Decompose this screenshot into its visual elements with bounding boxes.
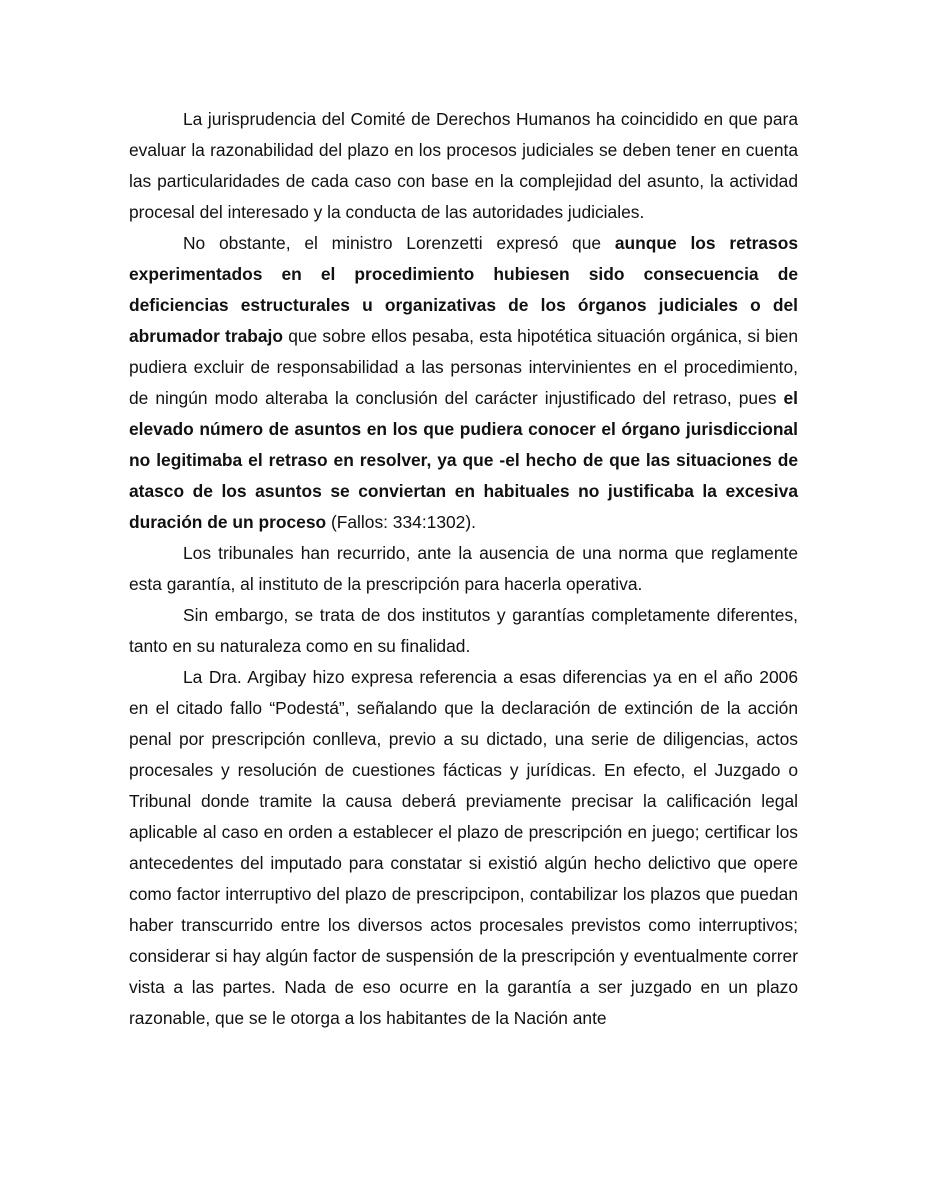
paragraph-argibay <box>129 662 798 1034</box>
paragraph-sin-embargo <box>129 600 798 662</box>
paragraph-comite <box>129 104 798 228</box>
text-segment: La Dra. Argibay hizo expresa referencia a esas diferencias ya en el año 2006 en el citado fallo “Podestá”, señalando que la declaración de extinción de la acción penal por prescripción conlleva, previo a su dictado, una serie de diligencias, actos procesales y resolución de cuestiones fácticas y jurídicas. En efecto, el Juzgado o Tribunal donde tramite la causa deberá previamente precisar la calificación legal aplicable al caso en orden a establecer el plazo de prescripción en juego; certificar los antecedentes del imputado para constatar si existió algún hecho delictivo que opere como factor interruptivo del plazo de prescripcipon, contabilizar los plazos que puedan haber transcurrido entre los diversos actos procesales previstos como interruptivos; considerar si hay algún factor de suspensión de la prescripción y eventualmente correr vista a las partes. Nada de eso ocurre en la garantía a ser juzgado en un plazo razonable, que se le otorga a los habitantes de la Nación ante <box>129 667 798 1028</box>
bold-text-segment: el elevado número de asuntos en los que pudiera conocer el órgano jurisdiccional no legitimaba el retraso en resolver, ya que -el hecho de que las situaciones de atasco de los asuntos se conviertan en habituales no justificaba la excesiva duración de un proceso <box>129 388 798 532</box>
text-segment: Los tribunales han recurrido, ante la ausencia de una norma que reglamente esta garantía, al instituto de la prescripción para hacerla operativa. <box>129 543 798 594</box>
text-segment: La jurisprudencia del Comité de Derechos Humanos ha coincidido en que para evaluar la razonabilidad del plazo en los procesos judiciales se deben tener en cuenta las particularidades de cada caso con base en la complejidad del asunto, la actividad procesal del interesado y la conducta de las autoridades judiciales. <box>129 109 798 222</box>
paragraph-lorenzetti <box>129 228 798 538</box>
text-segment: que sobre ellos pesaba, esta hipotética situación orgánica, si bien pudiera excluir de responsabilidad a las personas intervinientes en el procedimiento, de ningún modo alteraba la conclusión del carácter injustificado del retraso, pues <box>129 326 798 408</box>
document-page <box>129 104 798 1034</box>
bold-text-segment: aunque los retrasos experimentados en el procedimiento hubiesen sido consecuencia de deficiencias estructurales u organizativas de los órganos judiciales o del abrumador trabajo <box>129 233 798 346</box>
text-segment: Sin embargo, se trata de dos institutos y garantías completamente diferentes, tanto en su naturaleza como en su finalidad. <box>129 605 798 656</box>
text-segment: No obstante, el ministro Lorenzetti expresó que <box>183 233 615 253</box>
citation-text: (Fallos: 334:1302). <box>326 512 476 532</box>
paragraph-tribunales <box>129 538 798 600</box>
